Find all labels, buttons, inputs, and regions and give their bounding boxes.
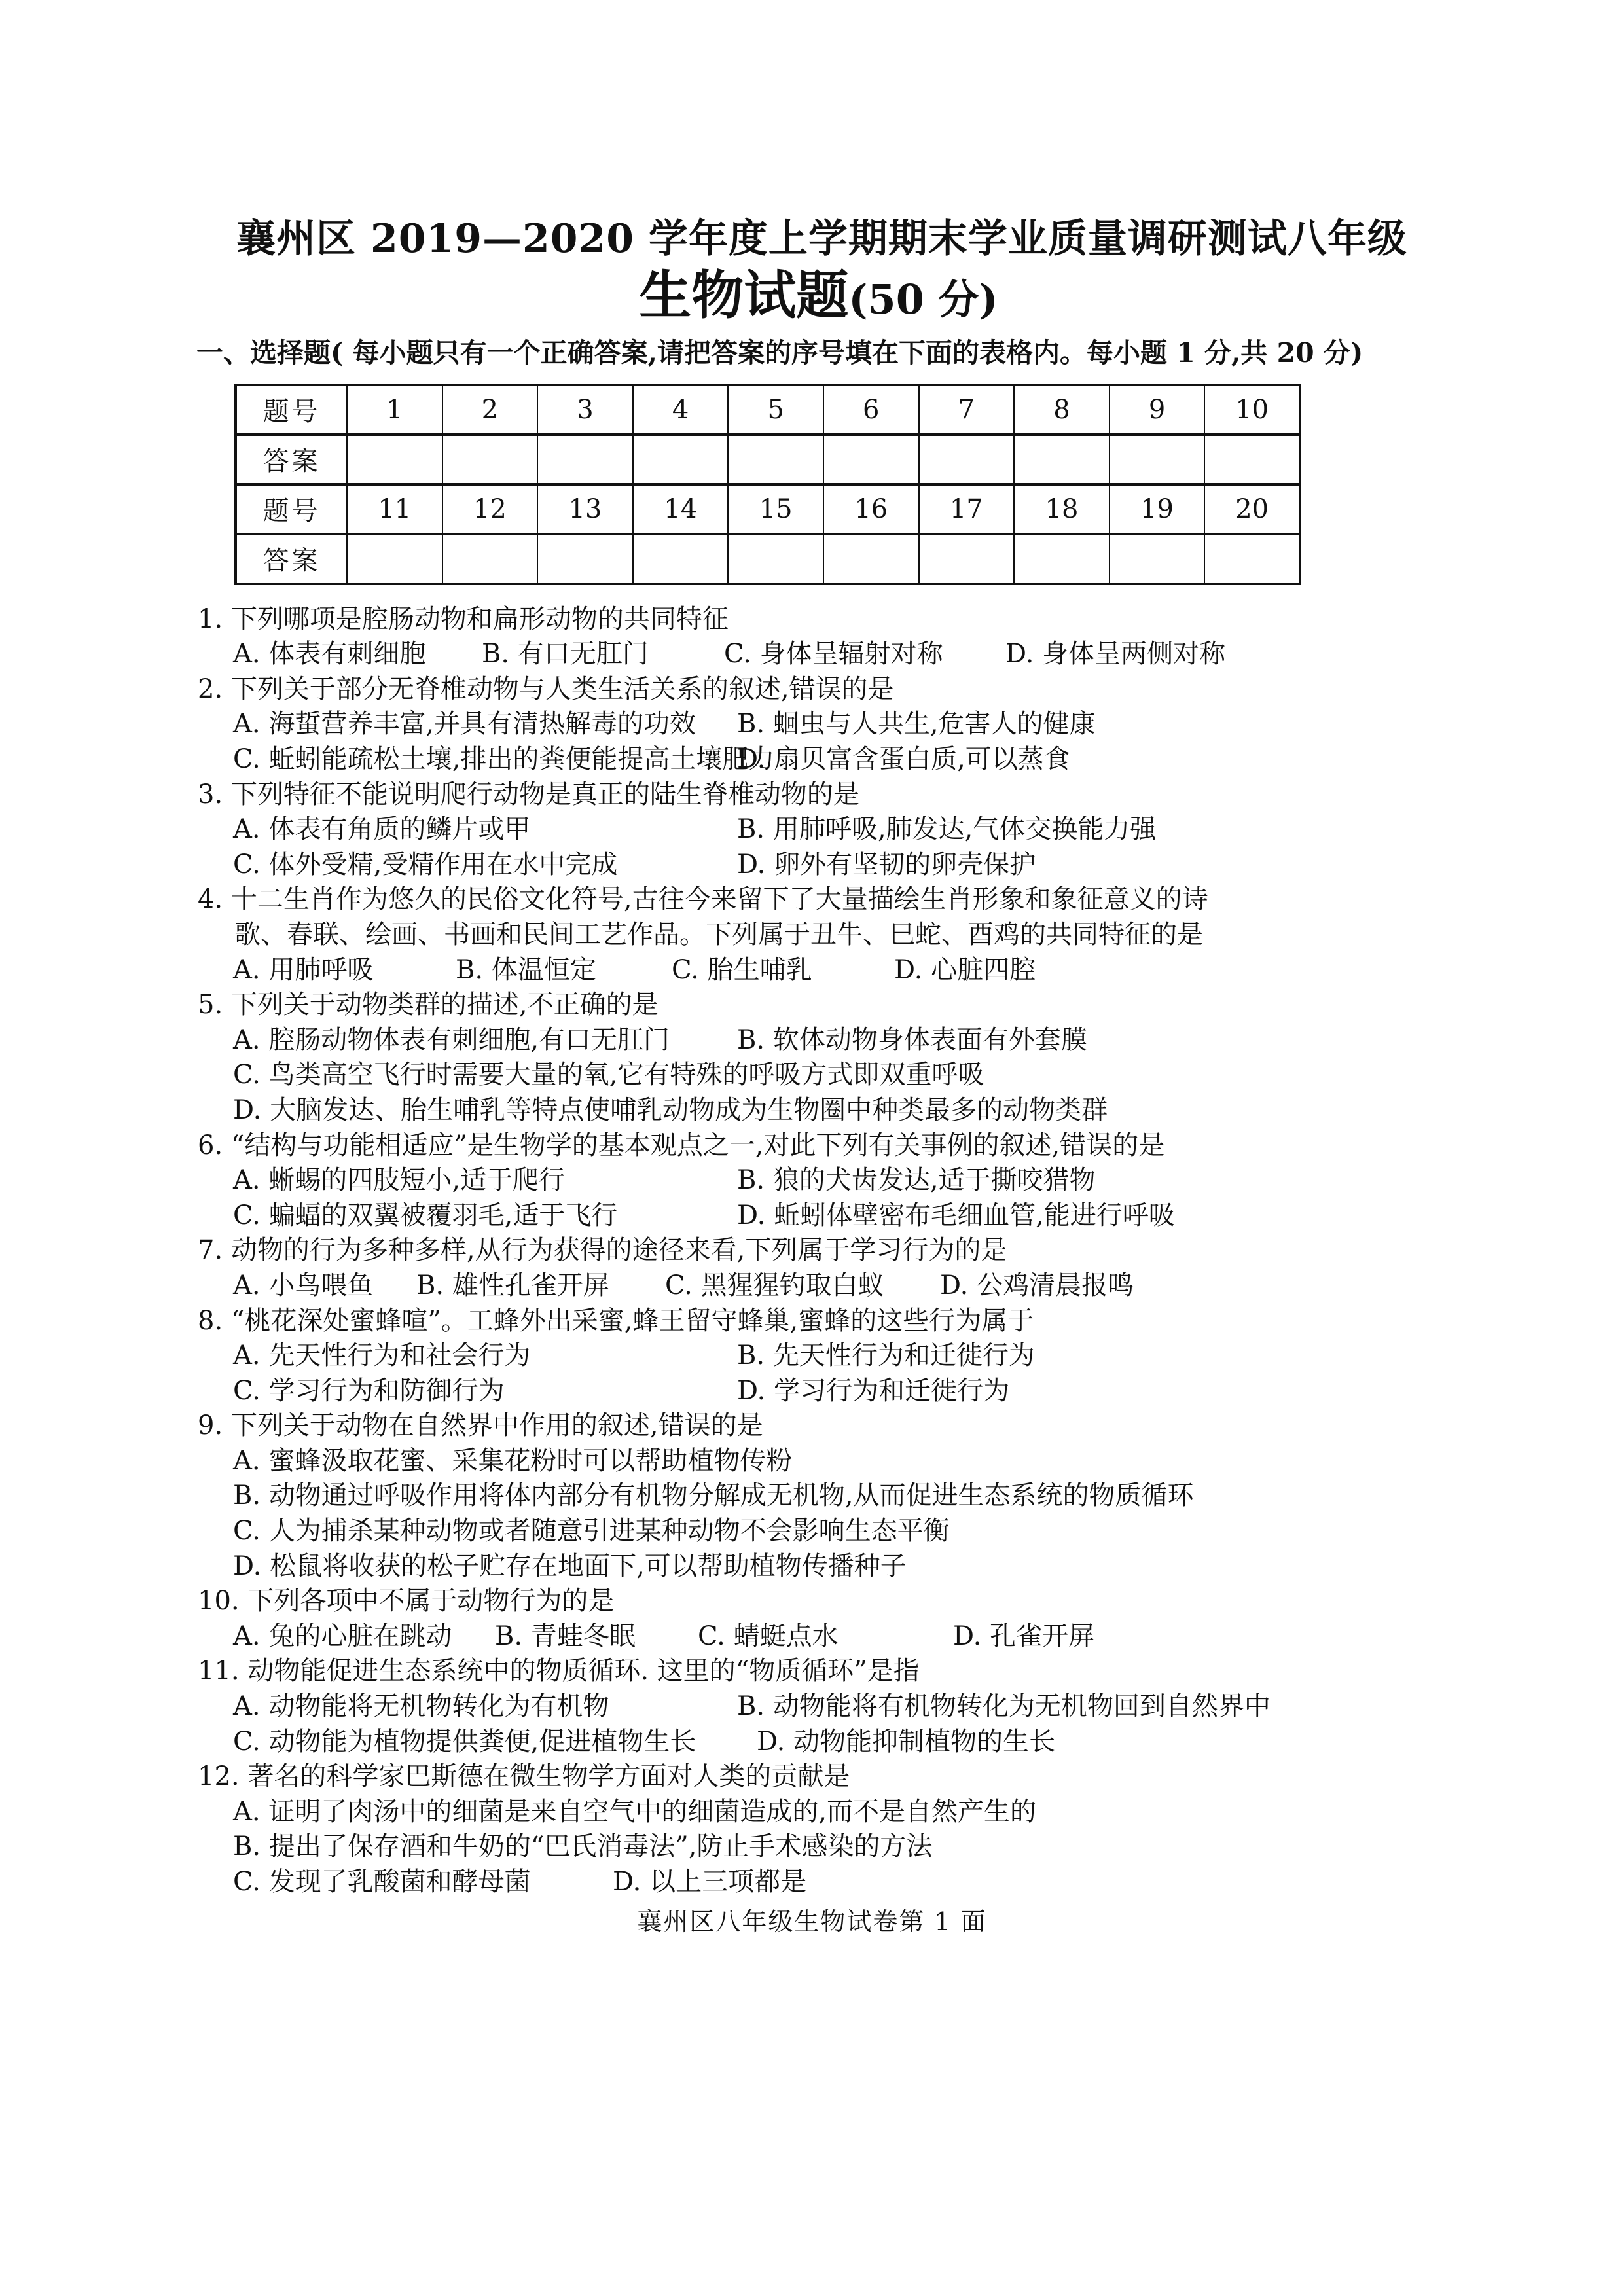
option-6-d[interactable]: D. 蚯蚓体壁密布毛细血管,能进行呼吸: [737, 1200, 1175, 1230]
question-number-12: 12.: [198, 1761, 240, 1792]
question-number-cell: 1: [347, 385, 442, 435]
option-8-b[interactable]: B. 先天性行为和迁徙行为: [737, 1340, 1035, 1371]
question-number-cell: 6: [823, 385, 919, 435]
question-number-cell: 10: [1204, 385, 1300, 435]
option-row-9c: [196, 1514, 1428, 1549]
question-stem-2: [196, 672, 1428, 708]
subject-title: [196, 266, 1428, 325]
option-2-a[interactable]: A. 海蜇营养丰富,并具有清热解毒的功效: [233, 709, 696, 740]
option-row-2a: [196, 707, 1428, 742]
answer-cell[interactable]: [823, 534, 919, 584]
option-1-b[interactable]: B. 有口无肛门: [482, 639, 649, 670]
option-11-d[interactable]: D. 动物能抑制植物的生长: [757, 1726, 1056, 1757]
question-number-cell: 18: [1014, 484, 1110, 534]
question-number-8: 8.: [198, 1305, 223, 1336]
section-one-instruction: 一、选择题( 每小题只有一个正确答案,请把答案的序号填在下面的表格内。每小题 1 分,共 20 分): [196, 337, 1363, 369]
question-item-3: [196, 778, 1428, 883]
question-number-4: 4.: [198, 884, 223, 915]
answer-cell[interactable]: [728, 435, 823, 484]
option-row-6a: [196, 1163, 1428, 1198]
option-2-b[interactable]: B. 蛔虫与人共生,危害人的健康: [737, 709, 1096, 740]
option-2-c[interactable]: C. 蚯蚓能疏松土壤,排出的粪便能提高土壤肥力: [233, 744, 775, 775]
answer-cell[interactable]: [1110, 435, 1205, 484]
option-7-a[interactable]: A. 小鸟喂鱼: [233, 1270, 374, 1300]
question-item-6: [196, 1128, 1428, 1234]
question-number-10: 10.: [198, 1586, 240, 1617]
answer-cell[interactable]: [347, 534, 442, 584]
question-text-5: 下列关于动物类群的描述,不正确的是: [230, 990, 659, 1020]
answer-cell[interactable]: [728, 534, 823, 584]
option-12-a[interactable]: A. 证明了肉汤中的细菌是来自空气中的细菌造成的,而不是自然产生的: [233, 1796, 1037, 1827]
answer-cell[interactable]: [919, 534, 1015, 584]
question-stem-10: [196, 1584, 1428, 1619]
option-1-a[interactable]: A. 体表有刺细胞: [233, 639, 426, 670]
question-number-11: 11.: [198, 1656, 240, 1687]
answer-cell[interactable]: [442, 435, 538, 484]
question-stem-3: [196, 778, 1428, 813]
row-label-answer-2: 答案: [236, 534, 347, 584]
question-text-10: 下列各项中不属于动物行为的是: [247, 1586, 615, 1617]
question-text-11: 动物能促进生态系统中的物质循环. 这里的“物质循环”是指: [247, 1656, 920, 1687]
question-stem-6: [196, 1128, 1428, 1164]
option-7-c[interactable]: C. 黑猩猩钓取白蚁: [665, 1270, 884, 1300]
option-row-4: [196, 953, 1428, 988]
option-3-c[interactable]: C. 体外受精,受精作用在水中完成: [233, 849, 618, 880]
question-number-cell: 3: [537, 385, 633, 435]
question-number-cell: 14: [633, 484, 729, 534]
option-6-c[interactable]: C. 蝙蝠的双翼被覆羽毛,适于飞行: [233, 1200, 618, 1230]
question-stem-4: [196, 882, 1428, 952]
total-score: (50 分): [848, 275, 998, 323]
answer-cell[interactable]: [919, 435, 1015, 484]
question-stem-11: [196, 1654, 1428, 1689]
question-stem-7: [196, 1233, 1428, 1268]
question-number-9: 9.: [198, 1410, 223, 1441]
question-number-cell: 4: [633, 385, 729, 435]
question-item-5: [196, 988, 1428, 1128]
question-stem-12: [196, 1759, 1428, 1795]
row-label-number-1: 题号: [236, 385, 347, 435]
option-8-c[interactable]: C. 学习行为和防御行为: [233, 1375, 505, 1406]
question-text-4: 十二生肖作为悠久的民俗文化符号,古往今来留下了大量描绘生肖形象和象征意义的诗: [230, 884, 1208, 915]
question-item-7: [196, 1233, 1428, 1303]
question-text-9: 下列关于动物在自然界中作用的叙述,错误的是: [230, 1410, 763, 1441]
option-6-a[interactable]: A. 蜥蜴的四肢短小,适于爬行: [233, 1165, 566, 1196]
question-item-1: [196, 602, 1428, 672]
answer-table-wrapper: [196, 384, 1428, 585]
question-stem-5: [196, 988, 1428, 1023]
option-row-9b: [196, 1479, 1428, 1514]
option-row-9a: [196, 1444, 1428, 1479]
question-text-1: 下列哪项是腔肠动物和扁形动物的共同特征: [230, 603, 729, 634]
question-number-2: 2.: [198, 673, 223, 704]
option-10-b[interactable]: B. 青蛙冬眠: [495, 1621, 636, 1651]
option-7-d[interactable]: D. 公鸡清晨报鸣: [940, 1270, 1134, 1300]
option-row-8b: [196, 1374, 1428, 1409]
question-item-12: [196, 1759, 1428, 1899]
option-3-b[interactable]: B. 用肺呼吸,肺发达,气体交换能力强: [737, 814, 1157, 845]
question-stem-1: [196, 602, 1428, 637]
question-number-7: 7.: [198, 1235, 223, 1266]
option-row-2b: [196, 742, 1428, 778]
option-row-7: [196, 1268, 1428, 1304]
option-12-d[interactable]: D. 以上三项都是: [613, 1867, 807, 1897]
option-5-b[interactable]: B. 软体动物身体表面有外套膜: [737, 1024, 1087, 1055]
option-9-a[interactable]: A. 蜜蜂汲取花蜜、采集花粉时可以帮助植物传粉: [233, 1445, 793, 1476]
option-row-8a: [196, 1338, 1428, 1374]
option-row-11a: [196, 1689, 1428, 1725]
answer-cell[interactable]: [347, 435, 442, 484]
page-footer: 襄州区八年级生物试卷第 1 面: [637, 1907, 987, 1936]
question-item-9: [196, 1408, 1428, 1584]
option-row-5c: [196, 1093, 1428, 1128]
question-item-2: [196, 672, 1428, 778]
question-number-cell: 16: [823, 484, 919, 534]
option-row-3b: [196, 848, 1428, 883]
question-text-7: 动物的行为多种多样,从行为获得的途径来看,下列属于学习行为的是: [230, 1235, 1007, 1266]
option-11-b[interactable]: B. 动物能将有机物转化为无机物回到自然界中: [737, 1691, 1271, 1722]
answer-cell[interactable]: [1014, 534, 1110, 584]
option-9-d[interactable]: D. 松鼠将收获的松子贮存在地面下,可以帮助植物传播种子: [233, 1551, 907, 1581]
question-number-cell: 12: [442, 484, 538, 534]
question-stem-8: [196, 1304, 1428, 1339]
question-list: [196, 602, 1428, 1900]
question-item-8: [196, 1304, 1428, 1409]
answer-cell[interactable]: [633, 435, 729, 484]
option-10-d[interactable]: D. 孔雀开屏: [953, 1621, 1095, 1651]
table-row-numbers-2: [236, 484, 1300, 534]
option-row-1: [196, 637, 1428, 672]
question-number-3: 3.: [198, 779, 223, 810]
answer-cell[interactable]: [1204, 435, 1300, 484]
option-11-a[interactable]: A. 动物能将无机物转化为有机物: [233, 1691, 609, 1722]
answer-cell[interactable]: [537, 534, 633, 584]
option-6-b[interactable]: B. 狼的犬齿发达,适于撕咬猎物: [737, 1165, 1096, 1196]
question-number-cell: 2: [442, 385, 538, 435]
question-item-11: [196, 1654, 1428, 1759]
question-text-2: 下列关于部分无脊椎动物与人类生活关系的叙述,错误的是: [230, 673, 894, 704]
option-9-c[interactable]: C. 人为捕杀某种动物或者随意引进某种动物不会影响生态平衡: [233, 1516, 950, 1547]
question-text-3: 下列特征不能说明爬行动物是真正的陆生脊椎动物的是: [230, 779, 859, 810]
question-number-cell: 5: [728, 385, 823, 435]
question-stem-9: [196, 1408, 1428, 1444]
table-row-answers-2: [236, 534, 1300, 584]
question-item-10: [196, 1584, 1428, 1654]
option-10-a[interactable]: A. 兔的心脏在跳动: [233, 1621, 452, 1651]
option-row-5b: [196, 1058, 1428, 1093]
option-row-6b: [196, 1198, 1428, 1234]
option-11-c[interactable]: C. 动物能为植物提供粪便,促进植物生长: [233, 1726, 696, 1757]
option-row-3a: [196, 812, 1428, 848]
option-row-12a: [196, 1795, 1428, 1830]
table-row-numbers-1: [236, 385, 1300, 435]
option-7-b[interactable]: B. 雄性孔雀开屏: [416, 1270, 609, 1300]
option-4-a[interactable]: A. 用肺呼吸: [233, 954, 374, 985]
question-text-4-cont: 歌、春联、绘画、书画和民间工艺作品。下列属于丑牛、巳蛇、酉鸡的共同特征的是: [234, 919, 1203, 950]
option-row-12b: [196, 1829, 1428, 1865]
option-5-a[interactable]: A. 腔肠动物体表有刺细胞,有口无肛门: [233, 1024, 670, 1055]
row-label-answer-1: 答案: [236, 435, 347, 484]
option-12-c[interactable]: C. 发现了乳酸菌和酵母菌: [233, 1867, 531, 1897]
option-8-d[interactable]: D. 学习行为和迁徙行为: [737, 1375, 1010, 1406]
option-12-b[interactable]: B. 提出了保存酒和牛奶的“巴氏消毒法”,防止手术感染的方法: [233, 1831, 933, 1862]
answer-cell[interactable]: [537, 435, 633, 484]
option-1-c[interactable]: C. 身体呈辐射对称: [724, 639, 943, 670]
answer-table: [234, 384, 1301, 585]
option-row-12c: [196, 1865, 1428, 1900]
question-number-cell: 15: [728, 484, 823, 534]
page-title: 襄州区 2019—2020 学年度上学期期末学业质量调研测试八年级: [236, 216, 1407, 262]
option-3-d[interactable]: D. 卵外有坚韧的卵壳保护: [737, 849, 1036, 880]
row-label-number-2: 题号: [236, 484, 347, 534]
option-3-a[interactable]: A. 体表有角质的鳞片或甲: [233, 814, 531, 845]
answer-cell[interactable]: [1204, 534, 1300, 584]
option-4-b[interactable]: B. 体温恒定: [456, 954, 596, 985]
question-number-cell: 8: [1014, 385, 1110, 435]
question-number-cell: 13: [537, 484, 633, 534]
answer-cell[interactable]: [442, 534, 538, 584]
option-10-c[interactable]: C. 蜻蜓点水: [698, 1621, 839, 1651]
table-row-answers-1: [236, 435, 1300, 484]
subject-name: 生物试题: [639, 264, 849, 326]
question-text-6: “结构与功能相适应”是生物学的基本观点之一,对此下列有关事例的叙述,错误的是: [230, 1130, 1165, 1160]
option-row-10: [196, 1619, 1428, 1655]
answer-cell[interactable]: [823, 435, 919, 484]
question-text-8: “桃花深处蜜蜂喧”。工蜂外出采蜜,蜂王留守蜂巢,蜜蜂的这些行为属于: [230, 1305, 1034, 1336]
question-number-cell: 7: [919, 385, 1015, 435]
answer-cell[interactable]: [1014, 435, 1110, 484]
answer-cell[interactable]: [633, 534, 729, 584]
option-4-c[interactable]: C. 胎生哺乳: [672, 954, 812, 985]
question-text-12: 著名的科学家巴斯德在微生物学方面对人类的贡献是: [247, 1761, 850, 1792]
option-1-d[interactable]: D. 身体呈两侧对称: [1005, 639, 1226, 670]
question-number-6: 6.: [198, 1130, 223, 1160]
option-8-a[interactable]: A. 先天性行为和社会行为: [233, 1340, 531, 1371]
question-number-cell: 9: [1110, 385, 1205, 435]
option-row-9d: [196, 1549, 1428, 1585]
option-row-11b: [196, 1725, 1428, 1760]
option-2-d[interactable]: D. 扇贝富含蛋白质,可以蒸食: [737, 744, 1070, 775]
option-9-b[interactable]: B. 动物通过呼吸作用将体内部分有机物分解成无机物,从而促进生态系统的物质循环: [233, 1480, 1194, 1511]
answer-cell[interactable]: [1110, 534, 1205, 584]
question-number-5: 5.: [198, 990, 223, 1020]
option-5-c[interactable]: C. 鸟类高空飞行时需要大量的氧,它有特殊的呼吸方式即双重呼吸: [233, 1060, 984, 1090]
option-4-d[interactable]: D. 心脏四腔: [894, 954, 1036, 985]
question-number-cell: 17: [919, 484, 1015, 534]
question-number-cell: 20: [1204, 484, 1300, 534]
option-5-d[interactable]: D. 大脑发达、胎生哺乳等特点使哺乳动物成为生物圈中种类最多的动物类群: [233, 1094, 1108, 1125]
question-item-4: [196, 882, 1428, 988]
question-number-1: 1.: [198, 603, 223, 634]
question-number-cell: 11: [347, 484, 442, 534]
question-number-cell: 19: [1110, 484, 1205, 534]
option-row-5a: [196, 1023, 1428, 1058]
